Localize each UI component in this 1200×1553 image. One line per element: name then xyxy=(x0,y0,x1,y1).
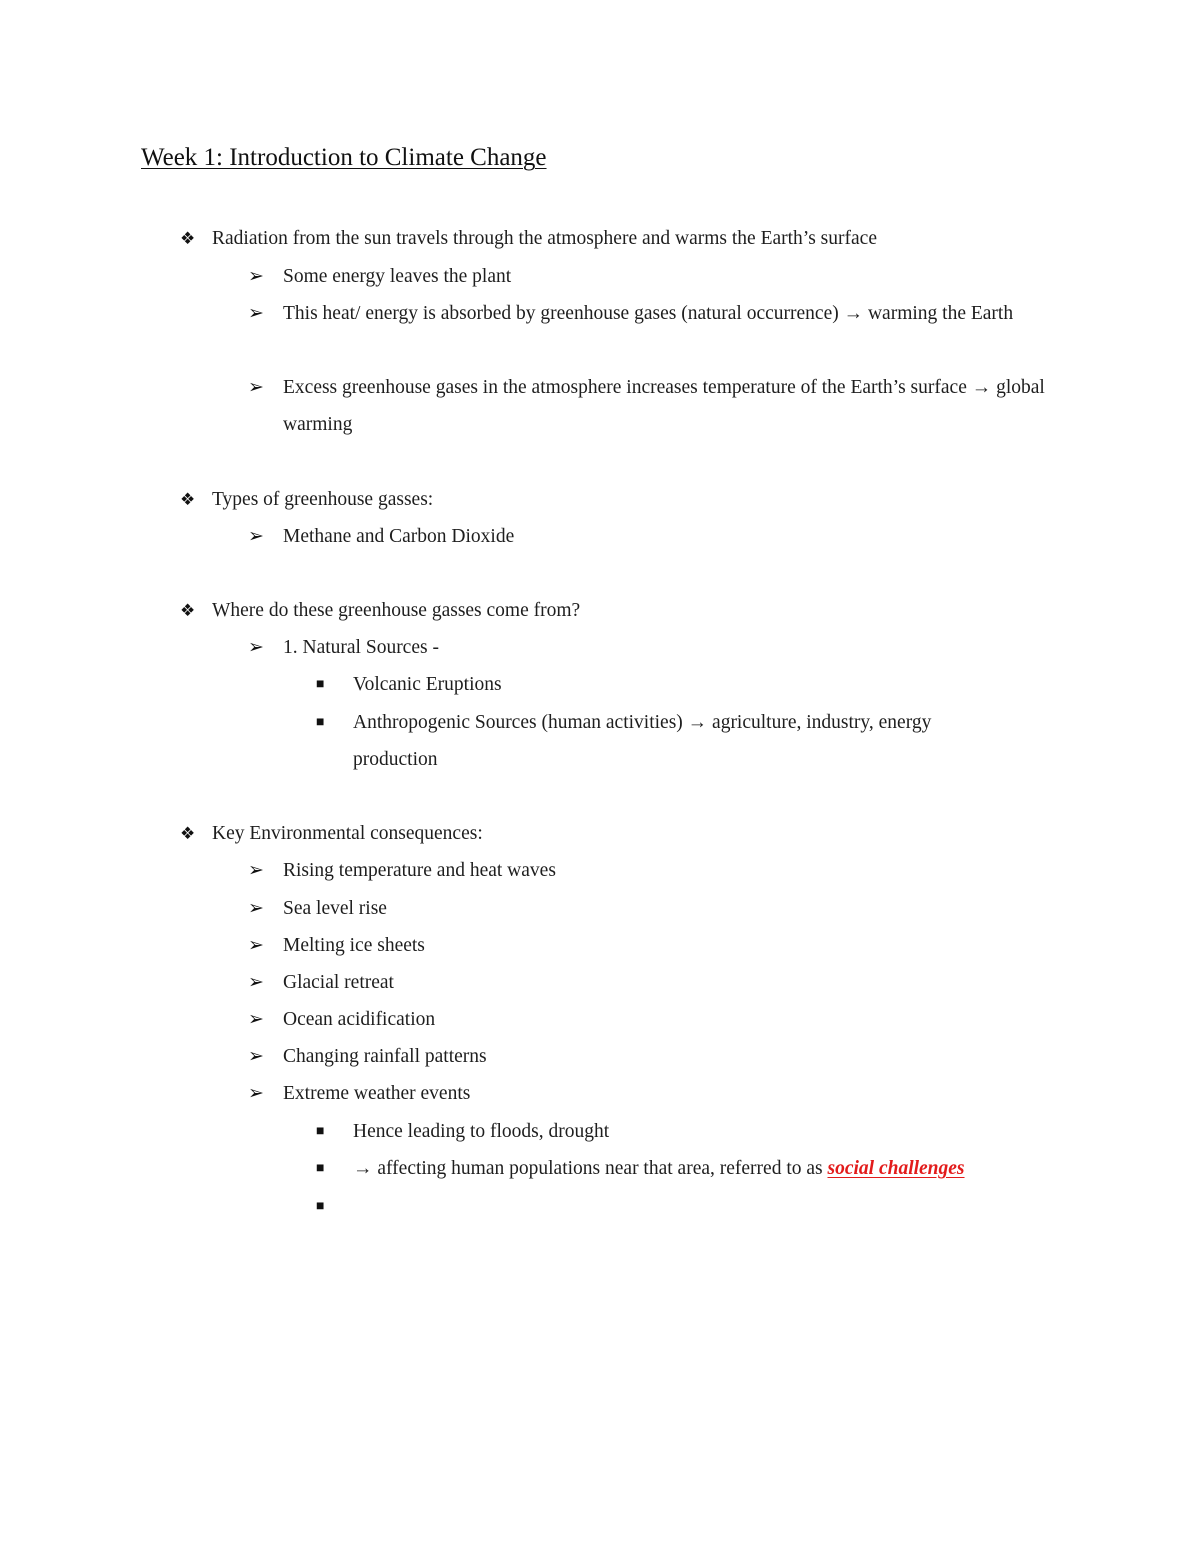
arrow-bullet-icon: ➢ xyxy=(248,377,264,398)
diamond-bullet-icon: ❖ xyxy=(180,601,196,620)
arrow-bullet-icon: ➢ xyxy=(248,1083,264,1104)
arrow-bullet-icon: ➢ xyxy=(248,526,264,547)
arrow-bullet-icon: ➢ xyxy=(248,1009,264,1030)
sub-sub-bullet-text-lead: → affecting human populations near that area, referred to as xyxy=(353,1158,828,1179)
social-challenges-highlight: social challenges xyxy=(827,1158,965,1179)
arrow-bullet-icon: ➢ xyxy=(248,1046,264,1067)
page-title: Week 1: Introduction to Climate Change xyxy=(141,144,547,171)
sub-bullet-text: Sea level rise xyxy=(283,898,387,919)
sub-bullet-text: Some energy leaves the plant xyxy=(283,266,512,287)
bullet-text: Key Environmental consequences: xyxy=(212,823,483,844)
arrow-bullet-icon: ➢ xyxy=(248,266,264,287)
sub-bullet-text: Excess greenhouse gases in the atmosphere increases temperature of the Earth’s surface → global warming xyxy=(283,377,1045,435)
bullet-text: Types of greenhouse gasses: xyxy=(212,489,434,510)
sub-bullet-text: Rising temperature and heat waves xyxy=(283,860,556,881)
bullet-text: Where do these greenhouse gasses come from? xyxy=(212,600,581,621)
sub-bullet-text: This heat/ energy is absorbed by greenhouse gases (natural occurrence) → warming the Earth xyxy=(283,303,1014,324)
sub-bullet-text: Changing rainfall patterns xyxy=(283,1046,487,1067)
arrow-bullet-icon: ➢ xyxy=(248,898,264,919)
sub-bullet-text: Ocean acidification xyxy=(283,1009,436,1030)
sub-sub-bullet-text: Hence leading to floods, drought xyxy=(353,1121,610,1142)
diamond-bullet-icon: ❖ xyxy=(180,824,196,843)
arrow-bullet-icon: ➢ xyxy=(248,637,264,658)
square-bullet-icon: ■ xyxy=(316,1199,325,1214)
sub-bullet-text: Melting ice sheets xyxy=(283,935,425,956)
square-bullet-icon: ■ xyxy=(316,1161,325,1176)
square-bullet-icon: ■ xyxy=(316,677,325,692)
square-bullet-icon: ■ xyxy=(316,715,325,730)
sub-sub-bullet-text: Anthropogenic Sources (human activities) → agriculture, industry, energy production xyxy=(353,712,932,770)
diamond-bullet-icon: ❖ xyxy=(180,490,196,509)
sub-bullet-text: Glacial retreat xyxy=(283,972,394,993)
arrow-bullet-icon: ➢ xyxy=(248,303,264,324)
square-bullet-icon: ■ xyxy=(316,1124,325,1139)
sub-bullet-text: Extreme weather events xyxy=(283,1083,471,1104)
arrow-bullet-icon: ➢ xyxy=(248,935,264,956)
sub-sub-bullet-text xyxy=(353,1150,965,1187)
sub-sub-bullet-text: Volcanic Eruptions xyxy=(353,674,502,695)
arrow-bullet-icon: ➢ xyxy=(248,972,264,993)
sub-bullet-text: Methane and Carbon Dioxide xyxy=(283,526,515,547)
sub-bullet-text: 1. Natural Sources - xyxy=(283,637,439,658)
bullet-text: Radiation from the sun travels through the atmosphere and warms the Earth’s surface xyxy=(212,228,877,249)
arrow-bullet-icon: ➢ xyxy=(248,860,264,881)
diamond-bullet-icon: ❖ xyxy=(180,229,196,248)
